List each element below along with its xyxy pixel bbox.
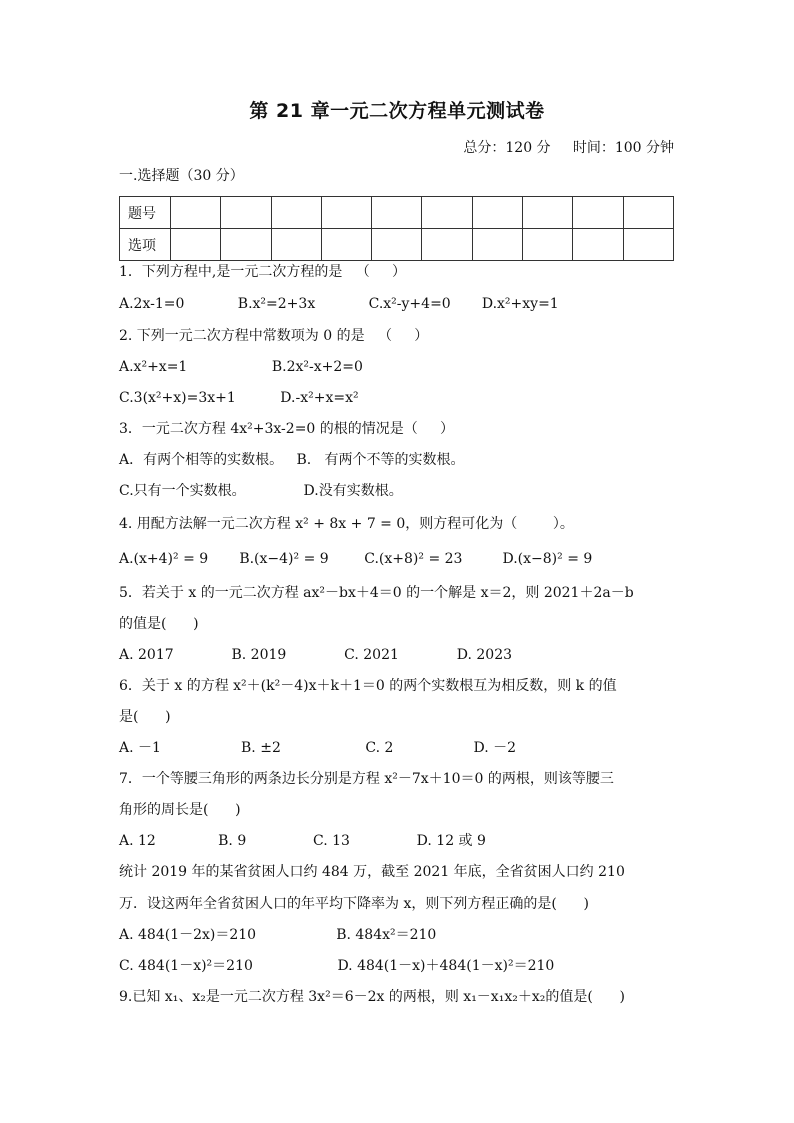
table-cell[interactable]: [472, 197, 522, 229]
table-cell[interactable]: [321, 197, 371, 229]
section-heading: 一.选择题（30 分）: [119, 168, 244, 184]
question-8-options-ab: A. 484(1－2x)＝210 B. 484x²＝210: [119, 927, 437, 943]
question-7: 7．一个等腰三角形的两条边长分别是方程 x²－7x＋10＝0 的两根，则该等腰三: [119, 771, 614, 787]
question-6-cont: 是( ): [119, 709, 171, 725]
table-row-label: 选项: [120, 229, 171, 261]
table-cell[interactable]: [271, 229, 321, 261]
question-6: 6．关于 x 的方程 x²＋(k²－4)x＋k＋1＝0 的两个实数根互为相反数，则 k 的值: [119, 678, 617, 694]
table-cell[interactable]: [221, 197, 271, 229]
table-cell[interactable]: [623, 197, 673, 229]
table-cell[interactable]: [523, 229, 573, 261]
table-row: [120, 197, 674, 229]
table-cell[interactable]: [472, 229, 522, 261]
question-8-cont: 万．设这两年全省贫困人口的年平均下降率为 x，则下列方程正确的是( ): [119, 896, 589, 912]
question-1-options: A.2x-1=0 B.x²=2+3x C.x²-y+4=0 D.x²+xy=1: [119, 296, 559, 312]
answer-table: [119, 196, 674, 261]
table-cell[interactable]: [372, 197, 422, 229]
question-2-options-cd: C.3(x²+x)=3x+1 D.-x²+x=x²: [119, 390, 359, 406]
question-2: 2. 下列一元二次方程中常数项为 0 的是 （ ）: [119, 328, 429, 344]
question-4: 4. 用配方法解一元二次方程 x² + 8x + 7 = 0，则方程可化为（ ）。: [119, 516, 574, 532]
question-8: 统计 2019 年的某省贫困人口约 484 万，截至 2021 年底，全省贫困人口约 210: [119, 864, 625, 880]
question-9: 9.已知 x₁、x₂是一元二次方程 3x²＝6－2x 的两根，则 x₁－x₁x₂＋x₂的值是( ): [119, 989, 625, 1005]
table-cell[interactable]: [422, 229, 472, 261]
question-2-options-ab: A.x²+x=1 B.2x²-x+2=0: [119, 359, 363, 375]
table-cell[interactable]: [573, 197, 623, 229]
table-cell[interactable]: [623, 229, 673, 261]
page-title: 第 21 章一元二次方程单元测试卷: [249, 100, 545, 122]
table-cell[interactable]: [271, 197, 321, 229]
table-cell[interactable]: [321, 229, 371, 261]
question-7-cont: 角形的周长是( ): [119, 802, 241, 818]
question-5-cont: 的值是( ): [119, 616, 199, 632]
table-cell[interactable]: [523, 197, 573, 229]
table-row-label: 题号: [120, 197, 171, 229]
table-cell[interactable]: [171, 197, 221, 229]
question-7-options: A. 12 B. 9 C. 13 D. 12 或 9: [119, 833, 486, 849]
exam-meta: 总分：120 分 时间：100 分钟: [463, 140, 674, 156]
table-cell[interactable]: [221, 229, 271, 261]
question-3-options-ab: A．有两个相等的实数根。 B. 有两个不等的实数根。: [119, 452, 465, 468]
question-8-options-cd: C. 484(1－x)²＝210 D. 484(1－x)＋484(1－x)²＝210: [119, 958, 555, 974]
question-3-options-cd: C.只有一个实数根。 D.没有实数根。: [119, 483, 403, 499]
question-5-options: A. 2017 B. 2019 C. 2021 D. 2023: [119, 647, 513, 663]
table-cell[interactable]: [372, 229, 422, 261]
table-cell[interactable]: [422, 197, 472, 229]
table-cell[interactable]: [171, 229, 221, 261]
question-6-options: A. －1 B. ±2 C. 2 D. －2: [119, 740, 517, 756]
question-4-options: A.(x+4)² = 9 B.(x−4)² = 9 C.(x+8)² = 23 D.(x−8)² = 9: [119, 551, 593, 567]
question-1: 1．下列方程中,是一元二次方程的是 （ ）: [119, 264, 406, 280]
table-cell[interactable]: [573, 229, 623, 261]
question-3: 3．一元二次方程 4x²+3x-2=0 的根的情况是（ ）: [119, 421, 455, 437]
question-5: 5．若关于 x 的一元二次方程 ax²－bx＋4＝0 的一个解是 x＝2，则 2021＋2a－b: [119, 585, 634, 601]
table-row: [120, 229, 674, 261]
